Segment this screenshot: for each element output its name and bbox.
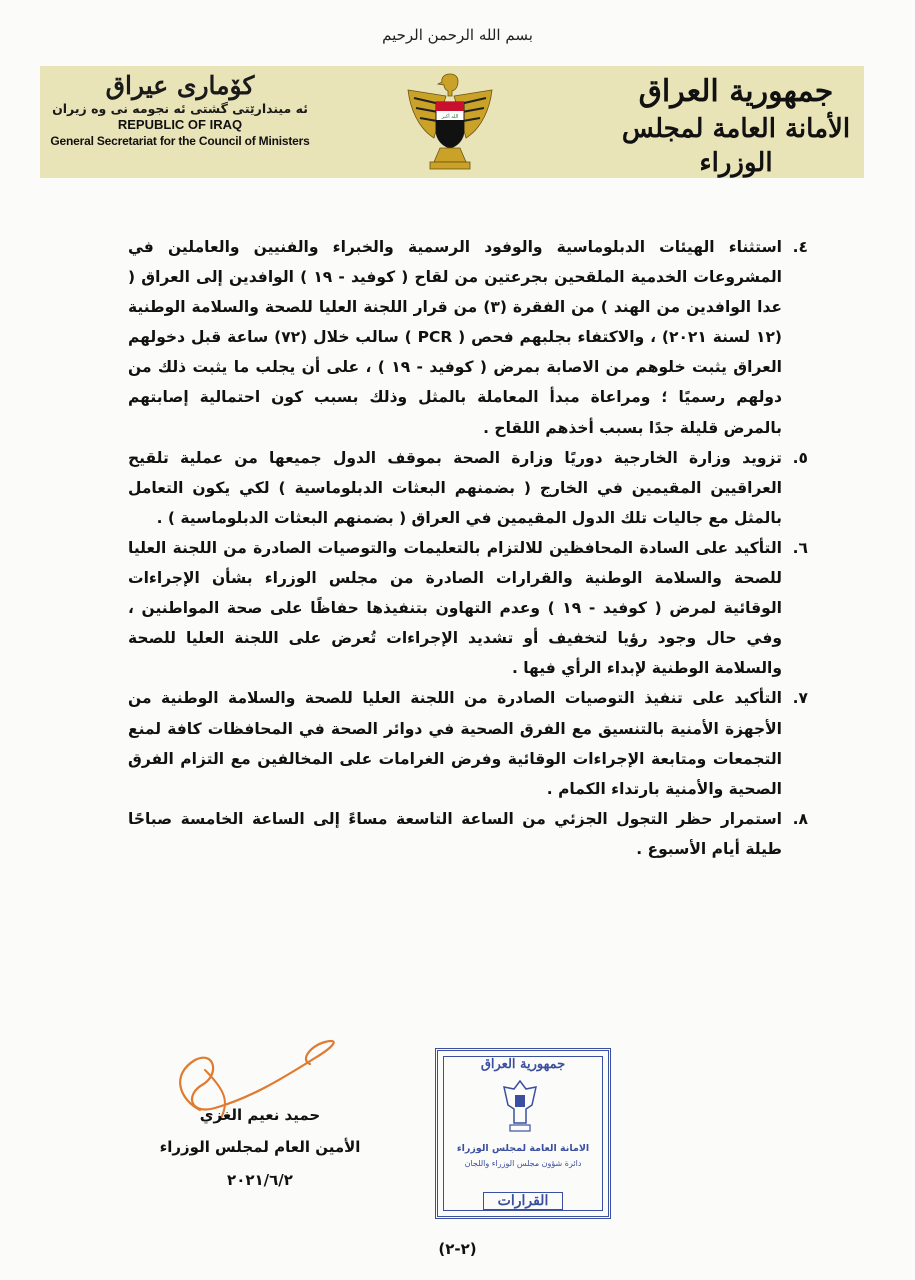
arabic-subtitle: الأمانة العامة لمجلس الوزراء xyxy=(621,114,851,178)
item-text: استمرار حظر التجول الجزئي من الساعة التاسعة مساءً إلى الساعة الخامسة صباحًا طيلة أيام الأسبوع . xyxy=(128,809,782,858)
decision-item-7 xyxy=(128,683,808,803)
arabic-title: جمهورية العراق xyxy=(638,74,834,109)
stamp-title: جمهورية العراق xyxy=(480,1057,566,1072)
stamp-emblem-icon xyxy=(500,1079,540,1135)
decision-item-6 xyxy=(128,533,808,683)
item-text: تزويد وزارة الخارجية دوريًا وزارة الصحة بموقف الدول جميعها من عملية تلقيح العراقيين المقيمين في الخارج ( بضمنهم البعثات الدبلوماسية ) لكي يكون التعامل بالمثل مع جاليات تلك الدول المقيمين في العراق ( بضمنهم البعثات الدبلوماسية ) . xyxy=(128,448,782,527)
letterhead-right xyxy=(616,72,856,180)
item-text: التأكيد على تنفيذ التوصيات الصادرة من اللجنة العليا للصحة والسلامة الوطنية من الأجهزة الأمنية بالتنسيق مع الفرق الصحية في دوائر الصحة في المحافظات كافة لمنع التجمعات ومتابعة الإجراءات الوقائية وفرض الغرامات على المخالفين مع التزام الفرق الصحية والأمنية بارتداء الكمام . xyxy=(128,689,782,798)
iraq-eagle-emblem-icon xyxy=(400,68,500,176)
signature-date: ٢٠٢١/٦/٢ xyxy=(227,1171,293,1189)
stamp-department: القرارات xyxy=(483,1192,563,1210)
decision-item-4 xyxy=(128,232,808,443)
stamp-line-1: الامانة العامة لمجلس الوزراء xyxy=(456,1143,590,1154)
stamp-line-2: دائرة شؤون مجلس الوزراء واللجان xyxy=(464,1159,582,1168)
official-stamp xyxy=(435,1048,611,1219)
signature-block xyxy=(110,1100,410,1196)
item-number: ٧. xyxy=(792,689,808,708)
page-number: (٢-٢) xyxy=(438,1240,477,1258)
english-subtitle: General Secretariat for the Council of Ministers xyxy=(50,134,310,148)
item-number: ٥. xyxy=(792,448,808,467)
basmala: بسم الله الرحمن الرحيم xyxy=(382,26,533,44)
svg-text:الله أكبر: الله أكبر xyxy=(441,114,459,120)
decision-item-5 xyxy=(128,443,808,533)
item-text: التأكيد على السادة المحافظين للالتزام بالتعليمات والتوصيات الصادرة من اللجنة العليا للصحة والسلامة الوطنية والقرارات الصادرة من مجلس الوزراء بشأن الإجراءات الوقائية لمرض ( كوفيد - ١٩ ) وعدم التهاون بتنفيذها حفاظًا على صحة المواطنين ، وفي حال وجود رؤيا لتخفيف أو تشديد الإجراءات تُعرض على اللجنة العليا للصحة والسلامة الوطنية لإبداء الرأي فيها . xyxy=(128,538,782,678)
item-number: ٦. xyxy=(792,538,808,557)
item-text: استثناء الهيئات الدبلوماسية والوفود الرسمية والخبراء والفنيين والعاملين في المشروعات الخدمية الملقحين بجرعتين من لقاح ( كوفيد - ١٩ ) الوافدين إلى العراق ( عدا الوافدين من الهند ) من الفقرة (٣) من قرار اللجنة العليا للصحة والسلامة الوطنية (١٢ لسنة ٢٠٢١) ، والاكتفاء بجلبهم فحص ( PCR ) سالب خلال (٧٢) ساعة قبل دخولهم العراق يثبت خلوهم من الاصابة بمرض ( كوفيد - ١٩ ) ، على أن يجلب ما يثبت ذلك من دولهم رسميًا ؛ ومراعاة مبدأ المعاملة بالمثل وذلك بسبب كون احتمالية إصابتهم بالمرض قليلة جدًا بسبب أخذهم اللقاح . xyxy=(128,238,782,437)
decision-item-8 xyxy=(128,804,808,864)
signatory-name: حميد نعيم الغزي xyxy=(199,1106,321,1124)
item-number: ٤. xyxy=(792,238,808,256)
signatory-title: الأمين العام لمجلس الوزراء xyxy=(159,1138,361,1156)
letterhead-left xyxy=(50,72,310,149)
english-title: REPUBLIC OF IRAQ xyxy=(117,117,243,132)
kurdish-subtitle: ئه‌ میندارێتی گشتی ئه‌ نجومه‌ نی وه‌ زیران xyxy=(52,101,308,116)
kurdish-title: كۆماری عیراق xyxy=(105,71,255,100)
letterhead xyxy=(40,66,864,178)
item-number: ٨. xyxy=(792,809,808,828)
decision-items xyxy=(128,232,808,864)
